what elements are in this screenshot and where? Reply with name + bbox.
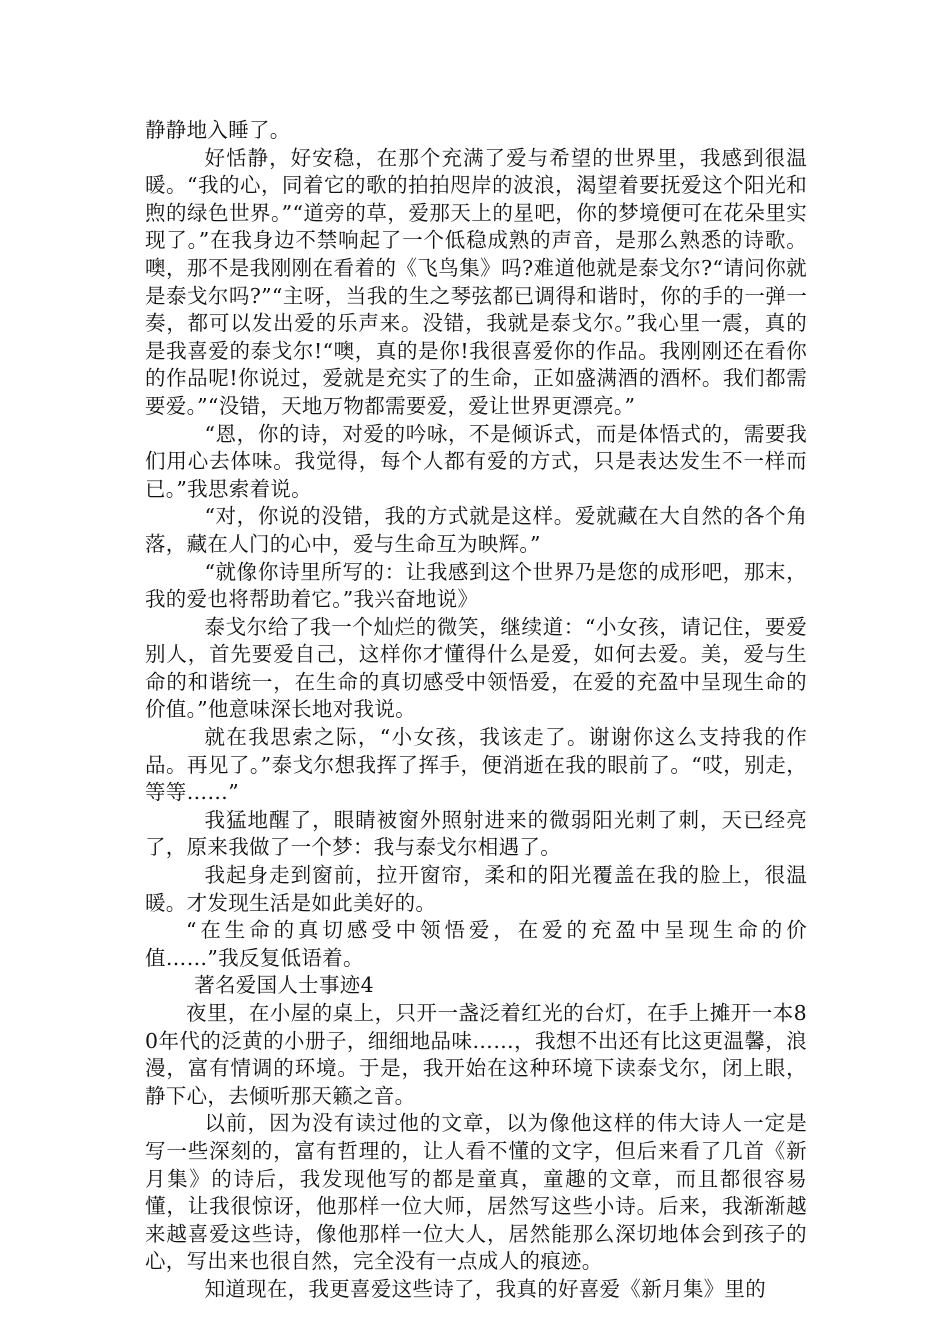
paragraph-1: 静静地入睡了。	[145, 118, 291, 142]
paragraph-2: 好恬静，好安稳，在那个充满了爱与希望的世界里，我感到很温暖。“我的心，同着它的歌的拍拍咫岸的波浪，渴望着要抚爱这个阳光和煦的绿色世界。”“道旁的草，爱那天上的星吧，你的梦境便可在花朵里实现了。”在我身边不禁响起了一个低稳成熟的声音，是那么熟悉的诗歌。噢，那不是我刚刚在看着的《飞鸟集》吗?难道他就是泰戈尔?“请问你就是泰戈尔吗?”“主呀，当我的生之琴弦都已调得和谐时，你的手的一弹一奏，都可以发出爱的乐声来。没错，我就是泰戈尔。”我心里一震，真的是我喜爱的泰戈尔!“噢，真的是你!我很喜爱你的作品。我刚刚还在看你的作品呢!你说过，爱就是充实了的生命，正如盛满酒的酒杯。我们都需要爱。”“没错，天地万物都需要爱，爱让世界更漂亮。”	[145, 145, 807, 418]
paragraph-7: 就在我思索之际，“小女孩，我该走了。谢谢你这么支持我的作品。再见了。”泰戈尔想我挥了挥手，便消逝在我的眼前了。“哎，别走，等等……”	[145, 725, 807, 805]
paragraph-12: 以前，因为没有读过他的文章，以为像他这样的伟大诗人一定是写一些深刻的，富有哲理的，让人看不懂的文字，但后来看了几首《新月集》的诗后，我发现他写的都是童真，童趣的文章，而且都很容易懂，让我很惊讶，他那样一位大师，居然写这些小诗。后来，我渐渐越来越喜爱这些诗，像他那样一位大人，居然能那么深切地体会到孩子的心，写出来也很自然，完全没有一点成人的痕迹。	[145, 1111, 807, 1274]
paragraph-9: 我起身走到窗前，拉开窗帘，柔和的阳光覆盖在我的脸上，很温暖。才发现生活是如此美好的。	[145, 863, 807, 915]
paragraph-3: “恩，你的诗，对爱的吟咏，不是倾诉式，而是体悟式的，需要我们用心去体味。我觉得，每个人都有爱的方式，只是表达发生不一样而已。”我思索着说。	[145, 421, 807, 501]
paragraph-6: 泰戈尔给了我一个灿烂的微笑，继续道：“小女孩，请记住，要爱别人，首先要爱自己，这样你才懂得什么是爱，如何去爱。美，爱与生命的和谐统一，在生命的真切感受中领悟爱，在爱的充盈中呈现生命的价值。”他意味深长地对我说。	[145, 614, 807, 722]
paragraph-11: 夜里，在小屋的桌上，只开一盏泛着红光的台灯，在手上摊开一本80年代的泛黄的小册子，细细地品味……，我想不出还有比这更温馨，浪漫，富有情调的环境。于是，我开始在这种环境下读泰戈尔，闭上眼，静下心，去倾听那天籁之音。	[145, 1001, 807, 1108]
paragraph-13: 知道现在，我更喜爱这些诗了，我真的好喜爱《新月集》里的	[204, 1276, 767, 1301]
paragraph-4: “对，你说的没错，我的方式就是这样。爱就藏在大自然的各个角落，藏在人门的心中，爱与生命互为映辉。”	[145, 504, 807, 556]
document-body	[145, 117, 807, 1304]
paragraph-8: 我猛地醒了，眼睛被窗外照射进来的微弱阳光刺了刺，天已经亮了，原来我做了一个梦：我与泰戈尔相遇了。	[145, 807, 807, 860]
paragraph-5: “就像你诗里所写的：让我感到这个世界乃是您的成形吧，那末，我的爱也将帮助着它。”我兴奋地说》	[145, 559, 807, 612]
paragraph-10: “在生命的真切感受中领悟爱，在爱的充盈中呈现生命的价值……”我反复低语着。	[145, 918, 807, 970]
section-heading: 著名爱国人士事迹4	[194, 973, 374, 998]
